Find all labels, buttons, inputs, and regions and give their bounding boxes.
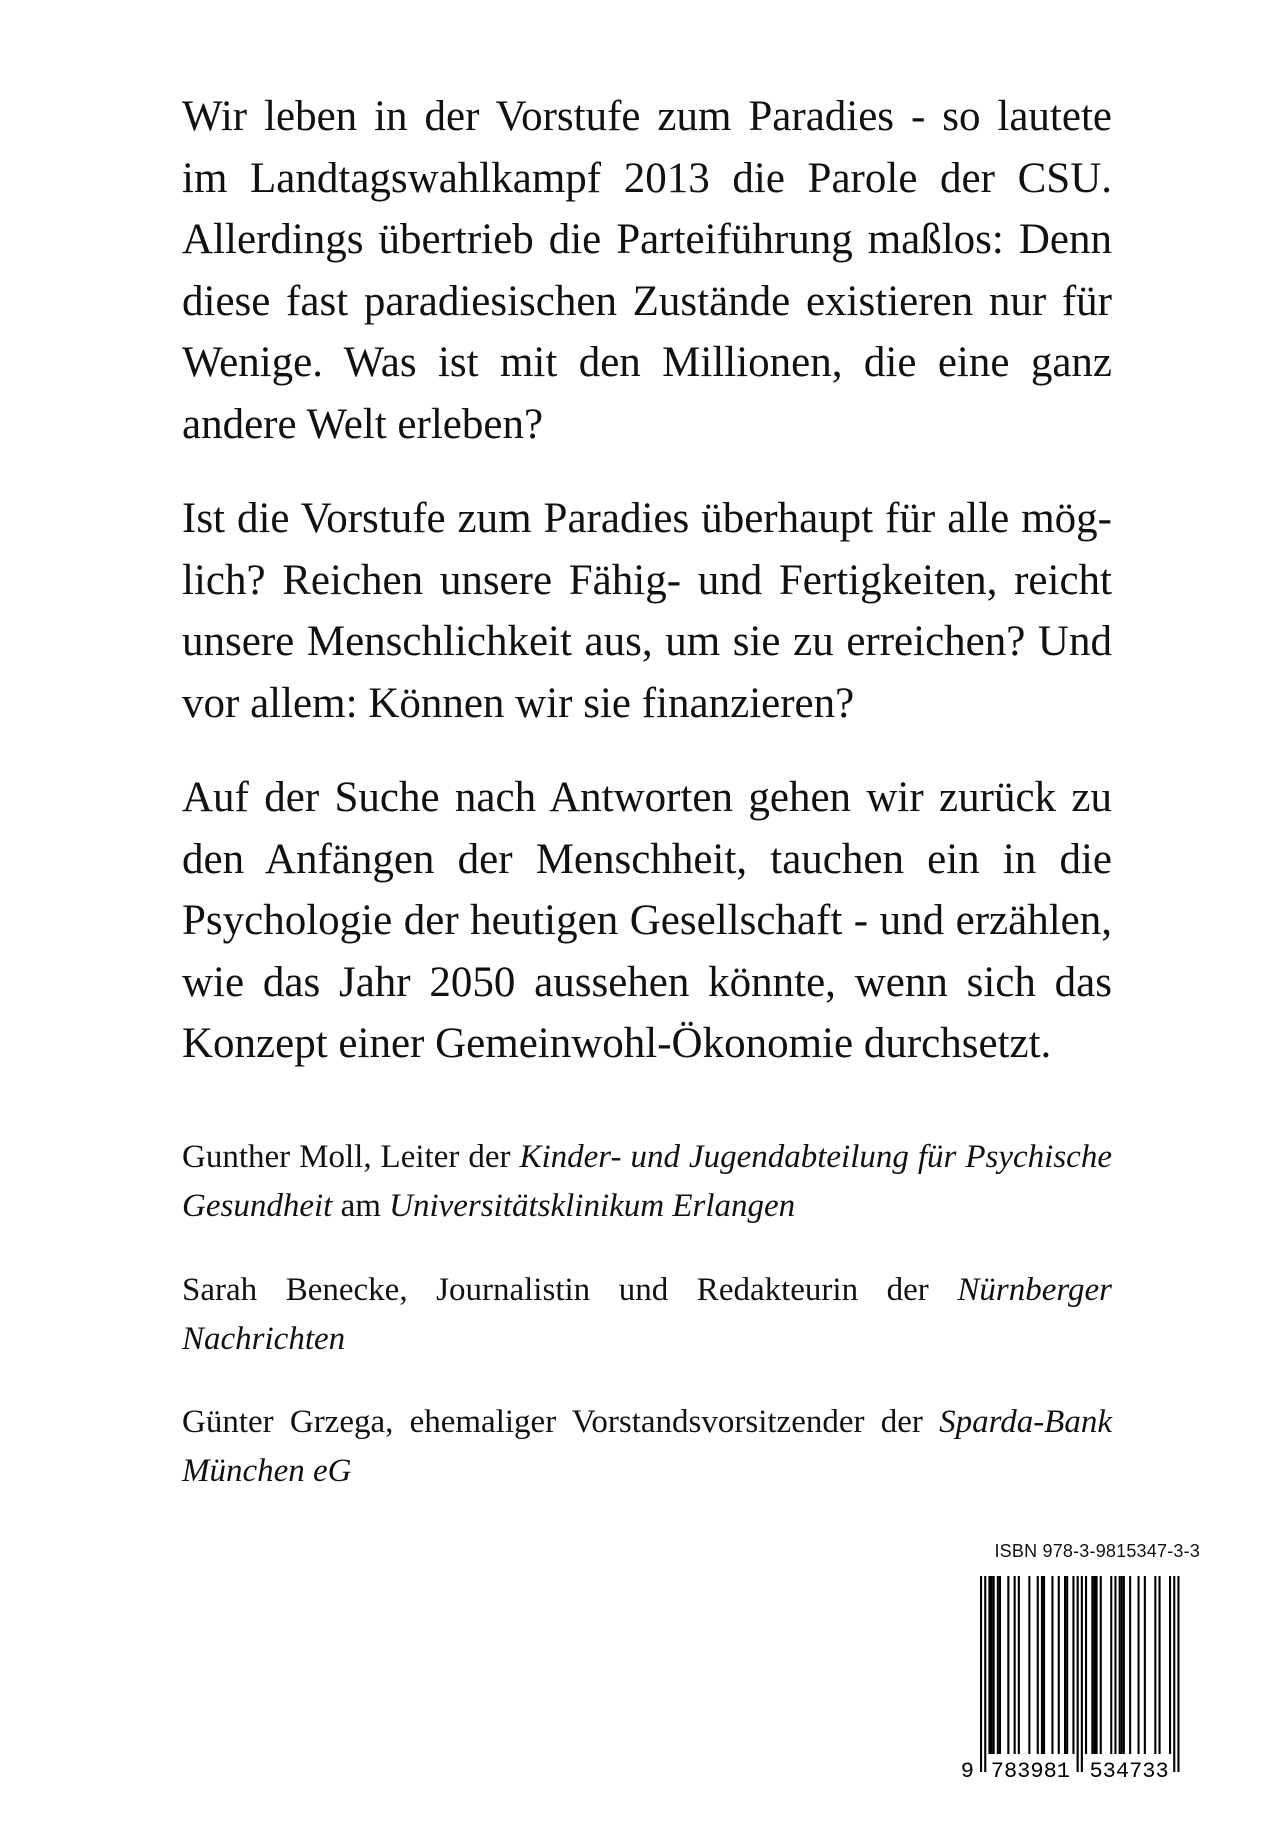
author-name: Gunther Moll (182, 1139, 364, 1175)
barcode-bar (1177, 1576, 1179, 1772)
barcode-bar (1093, 1576, 1095, 1754)
isbn-label: ISBN 978-3-9815347-3-3 (994, 1541, 1200, 1561)
author-organization: Universitätsklinikum Erlangen (389, 1188, 796, 1224)
barcode-bar (1028, 1576, 1030, 1754)
author-name: Sarah Benecke (182, 1272, 400, 1308)
barcode-graphic (960, 1576, 1200, 1782)
barcode-bar (1138, 1576, 1140, 1754)
author-organization: Sparda-Bank München eG (182, 1404, 1112, 1489)
author-list (182, 1133, 1112, 1531)
barcode-bar (999, 1576, 1001, 1754)
barcode-bar (1064, 1576, 1066, 1754)
barcode-bar (1072, 1576, 1074, 1754)
author-role: , Journalistin und Redakteurin der (399, 1272, 958, 1308)
author-connector: am (332, 1188, 390, 1224)
barcode-digits: 783981 (990, 1759, 1071, 1782)
barcode-bar (1091, 1576, 1093, 1754)
barcode-bar (1007, 1576, 1009, 1754)
barcode-bar (1081, 1576, 1083, 1772)
barcode-bar (1096, 1576, 1098, 1754)
barcode-bar (993, 1576, 995, 1754)
barcode-bar (991, 1576, 993, 1754)
author-bio-3 (182, 1398, 1112, 1496)
blurb-text (182, 86, 1112, 1075)
barcode-bar (1121, 1576, 1123, 1754)
barcode-bar (1043, 1576, 1045, 1754)
author-role: , ehemaliger Vorstandsvorsitzender der (385, 1404, 940, 1440)
author-name: Günter Grzega (182, 1404, 386, 1440)
barcode-bar (1058, 1576, 1060, 1754)
barcode-bar (1051, 1576, 1053, 1754)
barcode-bar (1100, 1576, 1102, 1754)
blurb-paragraph-2: Ist die Vorstufe zum Paradies überhaupt für alle möglich? Reichen unsere Fähig- und Fertigkeiten, reicht unsere Menschlichkeit aus, um sie zu erreichen? Und vor allem: Können wir sie finanzieren? (182, 495, 1112, 727)
barcode-bar (980, 1576, 982, 1772)
author-organization: Nürnberger Nachrichten (182, 1272, 1112, 1357)
author-institution: Kinder- und Jugendabteilung für Psychische Gesundheit (182, 1139, 1112, 1224)
blurb-paragraph-1: Wir leben in der Vorstufe zum Paradies - so lautete im Landtagswahlkampf 2013 die Parole der CSU. Allerdings übertrieb die Parteiführung maßlos: Denn diese fast paradiesischen Zustände existieren nur für Wenige. Was ist mit den Millionen, die eine ganz andere Welt erleben? (182, 93, 1112, 448)
barcode-bar (1114, 1576, 1116, 1754)
barcode-digits: 534733 (1089, 1759, 1169, 1782)
barcode-bar (1041, 1576, 1043, 1754)
barcode-bar (984, 1576, 986, 1772)
barcode-bar (1018, 1576, 1020, 1754)
barcode (960, 1576, 1200, 1782)
barcode-bar (1066, 1576, 1068, 1754)
barcode-bar (1085, 1576, 1087, 1754)
barcode-bar (1037, 1576, 1039, 1754)
blurb-paragraph-3: Auf der Suche nach Antworten gehen wir zurück zu den Anfängen der Menschheit, tauchen ein in die Psychologie der heutigen Gesellschaft - und erzählen, wie das Jahr 2050 aussehen könnte, wenn sich das Konzept einer Gemeinwohl-Ökonomie durchsetzt. (182, 774, 1112, 1067)
barcode-bar (988, 1576, 990, 1754)
barcode-bar (1173, 1576, 1175, 1772)
barcode-digits: 9 (960, 1759, 974, 1782)
author-bio-1 (182, 1133, 1112, 1231)
barcode-bar (997, 1576, 999, 1754)
barcode-bar (1123, 1576, 1125, 1754)
barcode-bar (1169, 1576, 1171, 1754)
barcode-bar (1014, 1576, 1016, 1754)
author-bio-2 (182, 1266, 1112, 1364)
barcode-bar (1159, 1576, 1161, 1754)
barcode-bar (1110, 1576, 1112, 1754)
author-role: , Leiter der (363, 1139, 520, 1175)
barcode-bar (1119, 1576, 1121, 1754)
barcode-bar (1077, 1576, 1079, 1772)
barcode-bar (1144, 1576, 1146, 1754)
barcode-bar (1154, 1576, 1156, 1754)
barcode-bar (1129, 1576, 1131, 1754)
